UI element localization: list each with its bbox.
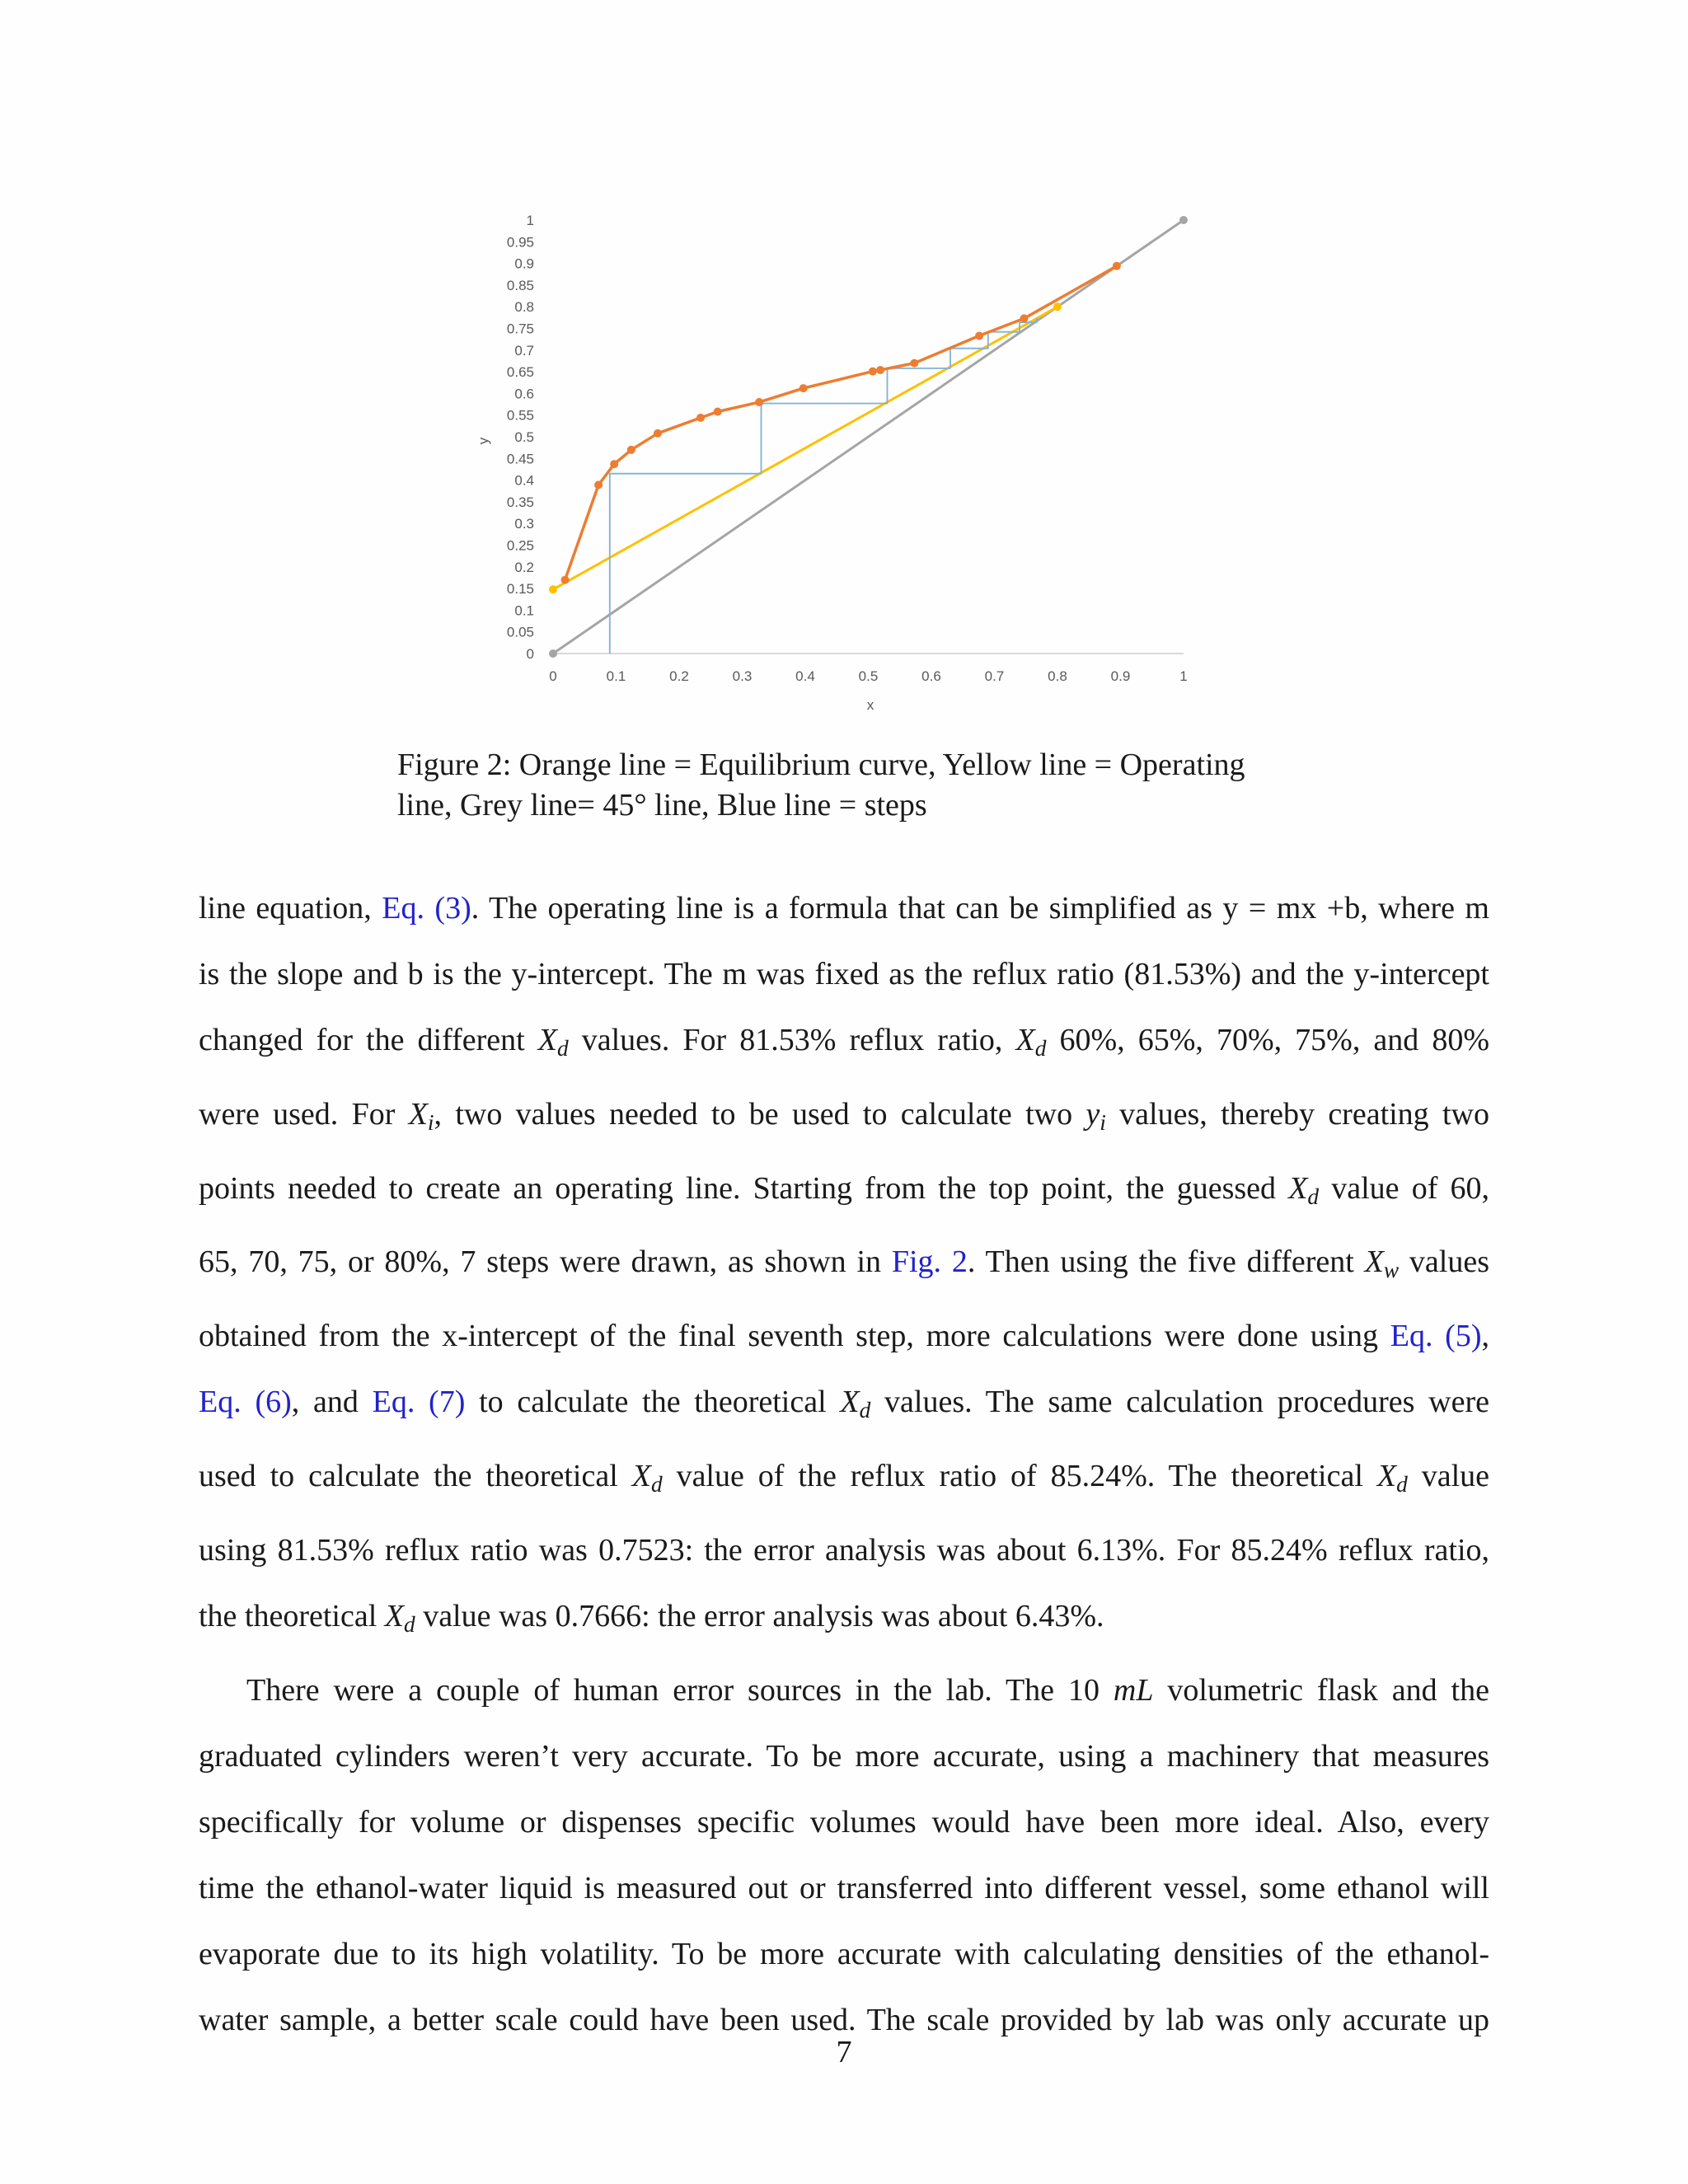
- equilibrium-point: [755, 398, 763, 406]
- paragraph-line: changed for the different $X_d$ values. For 81.53% reflux ratio, $X_d$ 60%, 65%, 70%, 75%, and 80%: [199, 1023, 1490, 1061]
- equilibrium-point: [594, 480, 603, 489]
- var-xi: $X_i$: [408, 1096, 434, 1135]
- var-xw: $X_w$: [1364, 1244, 1400, 1283]
- var-xd: $X_d$: [384, 1598, 415, 1637]
- diagonal-endpoint: [549, 649, 557, 658]
- caption-line-2: line, Grey line= 45° line, Blue line = steps: [397, 788, 927, 823]
- equilibrium-point: [910, 359, 918, 368]
- y-tick-label: 0.25: [506, 537, 534, 554]
- y-tick-label: 0.75: [506, 321, 534, 337]
- x-tick-label: 0: [549, 668, 557, 684]
- y-tick-label: 0.05: [506, 624, 534, 640]
- page-number: 7: [836, 2035, 852, 2069]
- paragraph-line: the theoretical $X_d$ value was 0.7666: the error analysis was about 6.43%.: [199, 1598, 1104, 1637]
- paragraph-line: were used. For $X_i$, two values needed to be used to calculate two $y_i$ values, thereby creating two: [199, 1096, 1489, 1135]
- paragraph-line: water sample, a better scale could have been used. The scale provided by lab was only accurate up: [199, 2002, 1489, 2037]
- paragraph-line: There were a couple of human error sources in the lab. The 10 mL volumetric flask and the: [246, 1672, 1489, 1708]
- eq-7-link[interactable]: Eq. (7): [372, 1385, 466, 1420]
- y-tick-label: 0.7: [514, 342, 534, 359]
- paragraph-line: is the slope and b is the y-intercept. The m was fixed as the reflux ratio (81.53%) and the y-intercept: [199, 957, 1489, 991]
- paragraph-line: graduated cylinders weren’t very accurate. To be more accurate, using a machinery that measures: [199, 1738, 1489, 1774]
- y-tick-label: 1: [526, 213, 534, 228]
- x-tick-label: 0.4: [795, 668, 815, 684]
- equilibrium-point: [975, 331, 983, 340]
- paragraph-line: points needed to create an operating line. Starting from the top point, the guessed $X_d$ value of 60,: [199, 1170, 1490, 1209]
- y-tick-label: 0.55: [506, 407, 534, 424]
- var-yi: $y_i$: [1085, 1096, 1106, 1135]
- y-tick-label: 0.85: [506, 277, 534, 293]
- x-tick-label: 0.7: [984, 668, 1005, 684]
- paragraph-line: used to calculate the theoretical $X_d$ value of the reflux ratio of 85.24%. The theoretical $X_d$ value: [199, 1459, 1489, 1497]
- y-tick-label: 0.45: [506, 451, 534, 467]
- paragraph-line: line equation, Eq. (3). The operating line is a formula that can be simplified as y = mx +b, where m: [199, 891, 1489, 926]
- y-tick-label: 0.65: [506, 364, 534, 381]
- equilibrium-point: [610, 460, 618, 468]
- paragraph-line: 65, 70, 75, or 80%, 7 steps were drawn, as shown in Fig. 2. Then using the five different $X_w$ values: [199, 1244, 1489, 1283]
- paragraph-line: Eq. (6), and Eq. (7) to calculate the theoretical $X_d$ values. The same calculation procedures were: [199, 1385, 1489, 1423]
- y-tick-label: 0.8: [514, 299, 534, 316]
- equilibrium-point: [654, 429, 662, 438]
- caption-line-1: Figure 2: Orange line = Equilibrium curve, Yellow line = Operating: [397, 748, 1245, 782]
- unit-ml: mL: [1113, 1672, 1154, 1708]
- paragraph-line: using 81.53% reflux ratio was 0.7523: the error analysis was about 6.13%. For 85.24% reflux ratio,: [199, 1532, 1489, 1568]
- eq-6-link[interactable]: Eq. (6): [199, 1385, 292, 1420]
- mccabe-thiele-chart: [462, 202, 1236, 721]
- y-axis-label: y: [476, 437, 491, 445]
- equilibrium-curve: [565, 266, 1117, 580]
- x-tick-label: 0.6: [921, 668, 941, 684]
- fig-2-link[interactable]: Fig. 2: [891, 1244, 968, 1280]
- var-xd: $X_d$: [1288, 1170, 1320, 1209]
- y-tick-label: 0.2: [514, 559, 534, 575]
- equilibrium-point: [561, 576, 570, 584]
- x-tick-label: 0.2: [669, 668, 689, 684]
- var-xd: $X_d$: [840, 1385, 871, 1423]
- equilibrium-point: [1020, 314, 1028, 322]
- paragraph-line: evaporate due to its high volatility. To be more accurate with calculating densities of the ethanol-: [199, 1936, 1489, 1971]
- eq-5-link[interactable]: Eq. (5): [1390, 1319, 1482, 1354]
- y-tick-label: 0.95: [506, 234, 534, 251]
- body-text: [199, 875, 1489, 2053]
- var-xd: $X_d$: [631, 1459, 663, 1497]
- operating-line-endpoint: [1053, 302, 1062, 311]
- x-tick-label: 0.3: [732, 668, 753, 684]
- var-xd: $X_d$: [1015, 1023, 1047, 1061]
- var-xd: $X_d$: [537, 1023, 569, 1061]
- y-tick-labels: [507, 213, 534, 662]
- equilibrium-point: [714, 407, 722, 415]
- y-tick-label: 0.1: [514, 602, 534, 619]
- paragraph-line: specifically for volume or dispenses specific volumes would have been more ideal. Also, every: [199, 1804, 1489, 1840]
- equilibrium-point: [696, 414, 705, 422]
- y-tick-label: 0: [526, 646, 534, 662]
- y-tick-label: 0.15: [506, 581, 534, 598]
- operating-line-endpoint: [549, 585, 557, 593]
- x-tick-labels: [549, 668, 1187, 684]
- y-tick-label: 0.5: [514, 429, 534, 445]
- y-tick-label: 0.35: [506, 494, 534, 510]
- x-tick-label: 0.9: [1110, 668, 1131, 684]
- x-tick-label: 0.8: [1048, 668, 1067, 684]
- figure-caption: [397, 745, 1337, 826]
- equilibrium-point: [1113, 262, 1121, 270]
- y-tick-label: 0.6: [514, 386, 534, 402]
- series-layer: [553, 220, 1184, 654]
- x-tick-label: 0.1: [606, 668, 626, 684]
- y-tick-label: 0.4: [514, 472, 534, 489]
- paragraph-line: obtained from the x-intercept of the final seventh step, more calculations were done using Eq. (5),: [199, 1319, 1489, 1354]
- var-xd: $X_d$: [1376, 1459, 1408, 1497]
- diagonal-endpoint: [1179, 216, 1188, 224]
- steps-line: [610, 318, 1037, 654]
- diagonal-line: [553, 220, 1184, 654]
- equilibrium-point: [627, 446, 635, 454]
- y-tick-label: 0.3: [514, 516, 534, 532]
- eq-3-link[interactable]: Eq. (3): [382, 891, 471, 926]
- equilibrium-point: [869, 368, 877, 376]
- paragraph-line: time the ethanol-water liquid is measured out or transferred into different vessel, some ethanol will: [199, 1870, 1489, 1905]
- equilibrium-point: [876, 366, 884, 374]
- x-tick-label: 0.5: [858, 668, 879, 684]
- y-tick-label: 0.9: [514, 255, 534, 272]
- x-tick-label: 1: [1179, 668, 1188, 684]
- equilibrium-point: [799, 384, 808, 392]
- x-axis-label: x: [866, 697, 874, 713]
